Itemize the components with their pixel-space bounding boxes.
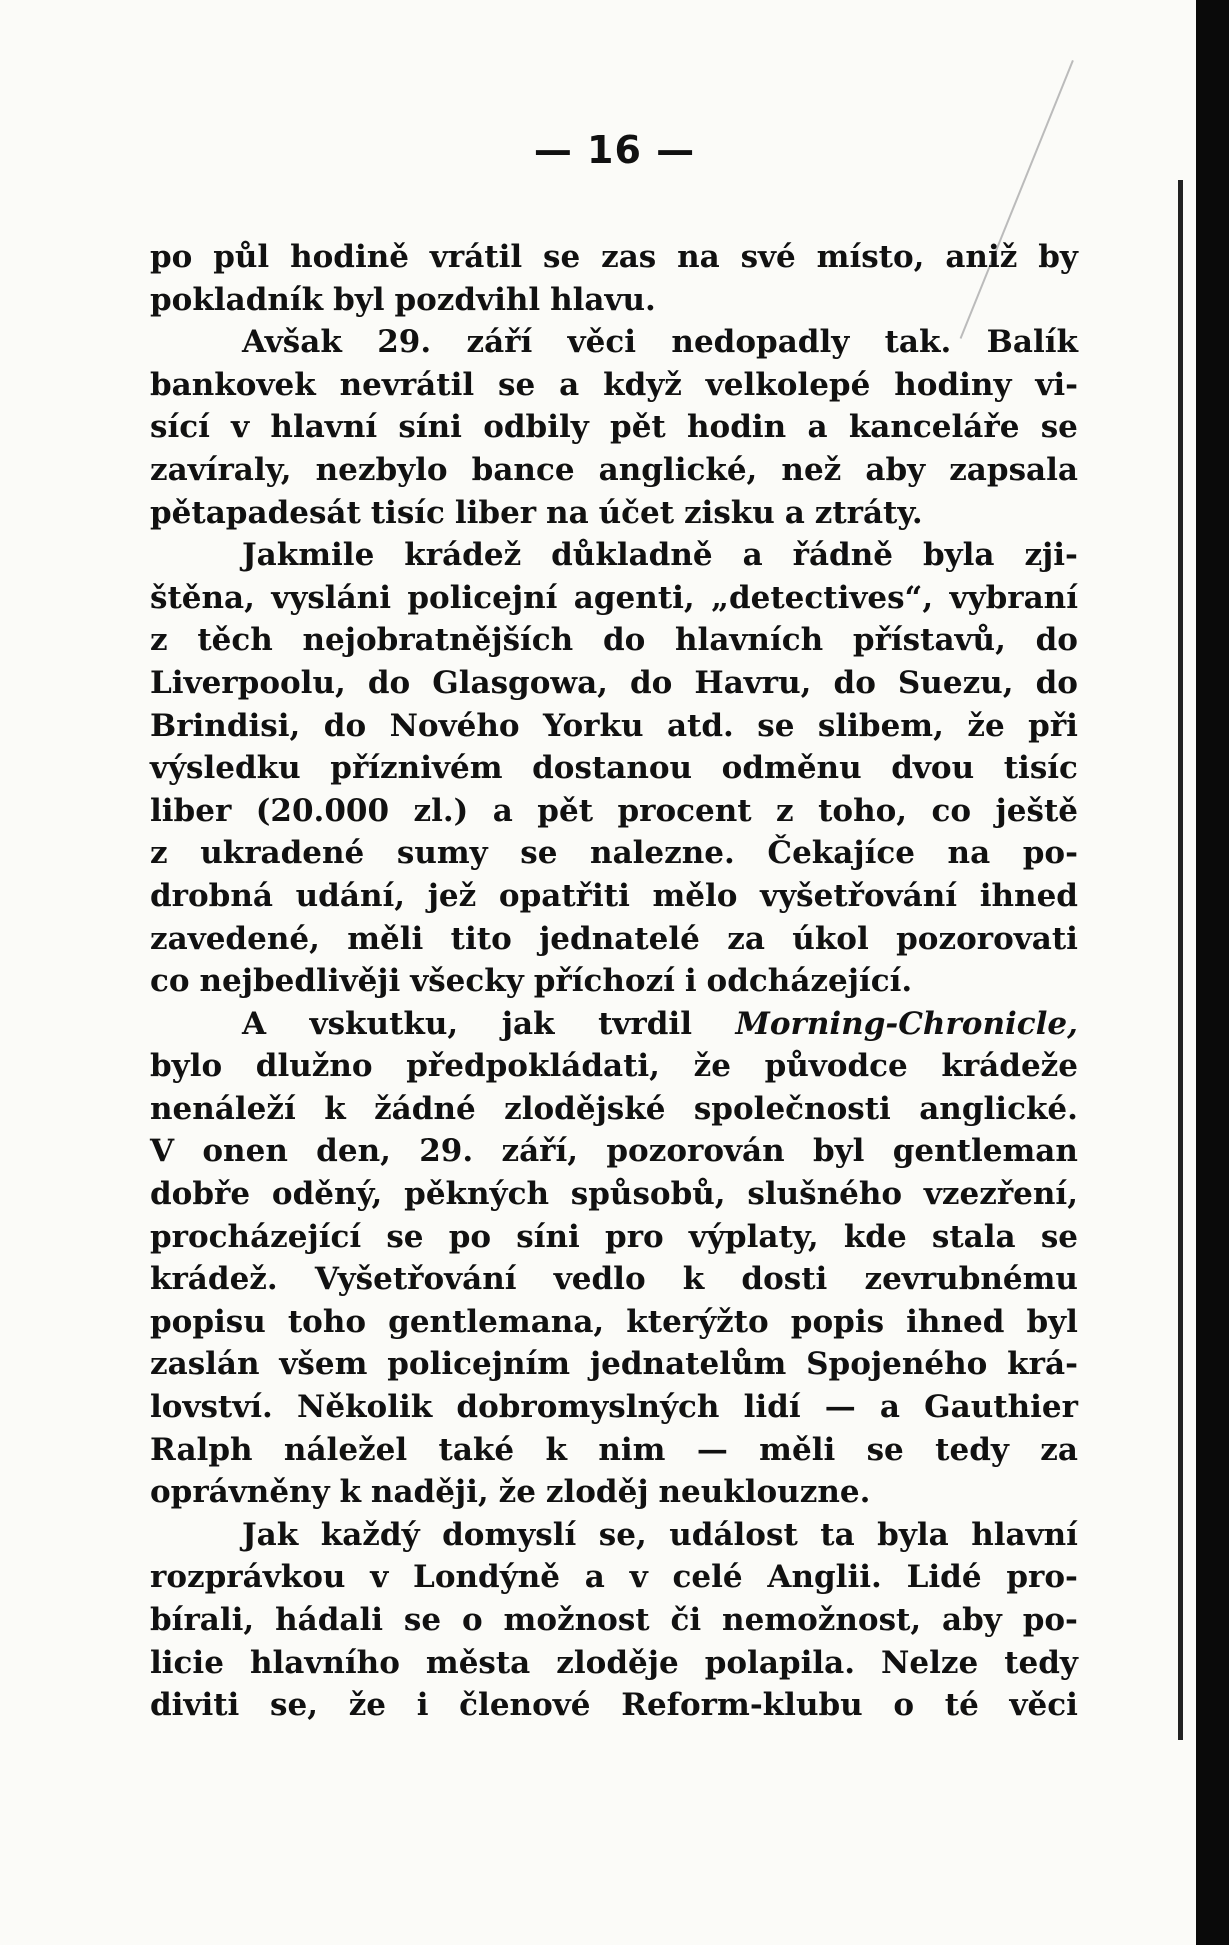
word: pět — [537, 792, 594, 829]
word: co — [150, 963, 190, 1000]
word: vzezření, — [923, 1176, 1078, 1213]
word: Liverpoolu, — [150, 664, 346, 701]
text-line — [150, 492, 1078, 535]
text-line — [150, 1216, 1078, 1259]
word: gentleman — [892, 1133, 1078, 1170]
word: a — [584, 1559, 605, 1596]
text-line — [150, 1386, 1078, 1429]
word: Balík — [986, 324, 1078, 361]
word: dlužno — [255, 1048, 373, 1085]
word: Několik — [296, 1389, 433, 1426]
word: společnosti — [693, 1090, 891, 1127]
word: zlodějské — [504, 1090, 666, 1127]
text-line — [150, 790, 1078, 833]
word: bírali, — [150, 1602, 255, 1638]
word: a — [492, 792, 513, 829]
word: síni — [516, 1218, 580, 1255]
text-line — [150, 577, 1078, 620]
word: oprávněny — [150, 1474, 330, 1511]
text-line — [150, 1301, 1078, 1344]
word: sící — [150, 409, 210, 446]
word: slibem, — [817, 707, 944, 744]
word: 29. — [377, 324, 432, 361]
word: měli — [759, 1431, 836, 1468]
word: zaslán — [150, 1346, 260, 1383]
word: místo, — [816, 239, 925, 275]
word: aby — [942, 1602, 1002, 1638]
text-line — [150, 1045, 1078, 1088]
word: příchozí — [533, 963, 675, 1000]
word: těch — [197, 622, 273, 659]
word: hlavu. — [550, 281, 656, 318]
word: neuklouzne. — [658, 1474, 871, 1511]
word: do — [602, 622, 646, 659]
word: hlavní — [971, 1516, 1078, 1553]
word: členové — [459, 1687, 591, 1724]
word: se — [757, 707, 795, 744]
word: výsledku — [150, 750, 301, 787]
word: oděný, — [271, 1176, 383, 1213]
word: dobromyslných — [456, 1389, 720, 1426]
word: účet — [598, 494, 675, 531]
word: na — [677, 239, 720, 275]
word: náležel — [283, 1431, 408, 1468]
word: měli — [347, 920, 424, 957]
word: nedopadly — [671, 324, 850, 361]
word: Brindisi, — [150, 707, 301, 744]
word: tak. — [884, 324, 952, 361]
word: se — [543, 239, 581, 275]
word: za — [727, 920, 765, 957]
text-line — [150, 1471, 1078, 1514]
text-line — [150, 875, 1078, 918]
word: slušného — [747, 1176, 903, 1213]
word: každý — [320, 1516, 420, 1553]
word: vysláni — [271, 579, 391, 616]
word: procházející — [150, 1218, 362, 1255]
word: — — [696, 1431, 728, 1468]
word: na — [546, 494, 589, 531]
word: do — [323, 707, 367, 744]
word: odměnu — [721, 750, 862, 787]
word: nejbedlivěji — [199, 963, 401, 1000]
word: kanceláře — [848, 409, 1020, 446]
word: vyšetřování — [760, 877, 958, 914]
word: mělo — [652, 877, 738, 914]
word: Gauthier — [924, 1389, 1078, 1426]
word: odbily — [483, 409, 589, 446]
word: města — [425, 1644, 531, 1681]
word: vi- — [1035, 366, 1078, 403]
text-line — [150, 1429, 1078, 1472]
word: věci — [567, 324, 637, 361]
word: žádné — [374, 1090, 476, 1127]
word: se — [1040, 409, 1078, 446]
word: a — [784, 494, 805, 531]
word: k — [545, 1431, 567, 1468]
word: Čekajíce — [767, 835, 915, 872]
word: že — [348, 1687, 387, 1724]
word: pokladník — [150, 281, 324, 318]
word: do — [833, 664, 876, 701]
word: tisíc — [370, 494, 445, 531]
word: v — [629, 1559, 648, 1596]
word: přístavů, — [852, 622, 1006, 659]
word: velkolepé — [705, 366, 871, 403]
word: Morning-Chronicle, — [735, 1005, 1078, 1042]
word: lidí — [743, 1389, 801, 1426]
text-line — [150, 321, 1078, 364]
word: pozdvihl — [394, 281, 541, 318]
word: také — [438, 1431, 515, 1468]
text-line — [150, 1556, 1078, 1599]
text-line — [150, 662, 1078, 705]
word: Spojeného — [806, 1346, 988, 1383]
word: (20.000 — [255, 792, 390, 829]
word: hodině — [290, 239, 410, 275]
word: i — [684, 963, 697, 1000]
word: hlavní — [270, 409, 378, 446]
word: zisku — [683, 494, 775, 531]
word: Yorku — [543, 707, 644, 744]
word: Anglii. — [767, 1559, 882, 1596]
word: výplaty, — [688, 1218, 819, 1255]
word: se, — [270, 1687, 318, 1724]
word: kterýžto — [626, 1303, 769, 1340]
word: původce — [764, 1048, 908, 1085]
word: vrátil — [429, 239, 523, 275]
word: že — [498, 1474, 536, 1511]
word: krádeže — [941, 1048, 1078, 1085]
word: naději, — [370, 1474, 489, 1511]
word: sumy — [396, 835, 488, 872]
word: popisu — [150, 1303, 266, 1340]
text-line — [150, 1003, 1078, 1046]
word: své — [740, 239, 796, 275]
word: tito — [450, 920, 512, 957]
word: polapila. — [704, 1644, 856, 1681]
text-line — [150, 406, 1078, 449]
word: anglické. — [919, 1090, 1078, 1127]
word: a — [559, 366, 580, 403]
word: půl — [213, 239, 270, 275]
word: Suezu, — [897, 664, 1014, 701]
word: bance — [471, 451, 575, 488]
word: z — [150, 835, 168, 872]
binding-edge — [1178, 180, 1183, 1740]
word: září — [466, 324, 533, 361]
word: hlavních — [675, 622, 824, 659]
word: kde — [843, 1218, 907, 1255]
word: pozorovati — [896, 920, 1078, 957]
word: Londýně — [413, 1559, 560, 1596]
word: dvou — [891, 750, 975, 787]
word: by — [1038, 239, 1078, 275]
word: do — [1035, 664, 1078, 701]
word: jednatelé — [539, 920, 700, 957]
word: se — [498, 366, 536, 403]
word: vybraní — [949, 579, 1078, 616]
word: se — [1040, 1218, 1078, 1255]
word: po- — [1022, 1602, 1078, 1638]
word: a — [742, 537, 763, 574]
text-line — [150, 1599, 1078, 1642]
word: tisíc — [1003, 750, 1078, 787]
word: bankovek — [150, 366, 316, 403]
word: co — [931, 792, 972, 829]
word: toho, — [818, 792, 908, 829]
word: byl — [1026, 1303, 1078, 1340]
word: příznivém — [330, 750, 503, 787]
word: předpokládati, — [406, 1048, 660, 1085]
word: všecky — [410, 963, 524, 1000]
word: Nelze — [881, 1644, 979, 1681]
word: zloděj — [545, 1474, 649, 1511]
word: Lidé — [906, 1559, 982, 1596]
word: Havru, — [694, 664, 812, 701]
word: se — [386, 1218, 424, 1255]
word: zji- — [1024, 537, 1078, 574]
text-line — [150, 1258, 1078, 1301]
word: opatřiti — [498, 877, 630, 914]
word: stala — [931, 1218, 1016, 1255]
word: v — [231, 409, 250, 446]
body-text — [150, 236, 1078, 1727]
word: policejní — [407, 579, 558, 616]
word: onen — [202, 1133, 288, 1170]
word: aby — [865, 451, 926, 488]
text-line — [150, 1684, 1078, 1727]
word: vedlo — [553, 1261, 646, 1298]
text-line — [150, 747, 1078, 790]
word: lovství. — [150, 1389, 273, 1426]
word: věci — [1009, 1687, 1078, 1724]
word: se, — [598, 1516, 647, 1553]
word: že — [967, 707, 1005, 744]
text-line — [150, 619, 1078, 662]
word: Vyšetřování — [314, 1261, 517, 1298]
word: A — [242, 1005, 267, 1042]
word: než — [781, 451, 842, 488]
word: byl — [812, 1133, 865, 1170]
word: Avšak — [242, 324, 342, 361]
word: Nového — [389, 707, 520, 744]
word: byl — [333, 281, 385, 318]
word: k — [324, 1090, 346, 1127]
text-line — [150, 705, 1078, 748]
scan-edge — [1196, 0, 1229, 1945]
word: ještě — [995, 792, 1078, 829]
word: „detectives“, — [711, 579, 934, 616]
word: bylo — [150, 1048, 223, 1085]
word: pět — [610, 409, 666, 446]
word: liber — [454, 494, 537, 531]
word: pro- — [1006, 1559, 1078, 1596]
word: jednatelům — [589, 1346, 787, 1383]
word: diviti — [150, 1687, 240, 1724]
word: nenáleží — [150, 1090, 296, 1127]
word: dostanou — [532, 750, 693, 787]
word: nim — [598, 1431, 666, 1468]
word: září, — [501, 1133, 579, 1170]
word: rozprávkou — [150, 1559, 346, 1596]
word: liber — [150, 792, 232, 829]
word: do — [1035, 622, 1078, 659]
word: popis — [790, 1303, 885, 1340]
word: hádali — [275, 1602, 384, 1638]
word: odcházející. — [706, 963, 913, 1000]
word: ukradené — [200, 835, 365, 872]
word: dosti — [741, 1261, 828, 1298]
text-line — [150, 1343, 1078, 1386]
word: jež — [427, 877, 477, 914]
word: hodin — [687, 409, 787, 446]
word: krádež — [404, 537, 522, 574]
word: tvrdil — [598, 1005, 692, 1042]
text-line — [150, 236, 1078, 279]
word: pozorován — [606, 1133, 785, 1170]
text-line — [150, 279, 1078, 322]
word: důkladně — [551, 537, 713, 574]
word: z — [776, 792, 794, 829]
word: na — [947, 835, 991, 872]
word: k — [682, 1261, 705, 1298]
text-line — [150, 364, 1078, 407]
word: — — [824, 1389, 856, 1426]
word: ta — [820, 1516, 855, 1553]
word: gentlemana, — [388, 1303, 605, 1340]
word: štěna, — [150, 579, 255, 616]
word: do — [367, 664, 411, 701]
word: ztráty. — [814, 494, 923, 531]
word: policejním — [387, 1346, 571, 1383]
word: drobná — [150, 877, 273, 914]
word: zavíraly, — [150, 451, 292, 488]
word: možnost — [503, 1602, 650, 1638]
word: do — [630, 664, 673, 701]
text-line — [150, 1642, 1078, 1685]
word: domyslí — [442, 1516, 577, 1553]
word: za — [1040, 1431, 1078, 1468]
word: Jak — [242, 1516, 299, 1553]
word: Glasgowa, — [432, 664, 608, 701]
text-line — [150, 832, 1078, 875]
text-line — [150, 1130, 1078, 1173]
word: zloděje — [556, 1644, 679, 1681]
word: dobře — [150, 1176, 251, 1213]
word: den, — [316, 1133, 391, 1170]
text-line — [150, 534, 1078, 577]
word: pětapadesát — [150, 494, 361, 531]
page-number: — 16 — — [533, 128, 696, 172]
text-line — [150, 1088, 1078, 1131]
word: anglické, — [598, 451, 758, 488]
word: atd. — [666, 707, 734, 744]
word: se — [520, 835, 558, 872]
word: té — [944, 1687, 979, 1724]
word: řádně — [792, 537, 893, 574]
word: že — [693, 1048, 731, 1085]
word: pro — [605, 1218, 664, 1255]
word: hodiny — [894, 366, 1012, 403]
word: byla — [922, 537, 995, 574]
word: toho — [287, 1303, 367, 1340]
word: zas — [601, 239, 657, 275]
word: jak — [501, 1005, 555, 1042]
word: udání, — [295, 877, 406, 914]
word: nezbylo — [315, 451, 448, 488]
word: ihned — [906, 1303, 1005, 1340]
word: se — [866, 1431, 904, 1468]
word: byla — [877, 1516, 949, 1553]
word: nejobratnějších — [302, 622, 574, 659]
word: a — [807, 409, 828, 446]
word: tedy — [1004, 1644, 1078, 1681]
word: zapsala — [949, 451, 1078, 488]
word: po — [448, 1218, 492, 1255]
word: zl.) — [413, 792, 469, 829]
word: se — [403, 1602, 442, 1638]
text-line — [150, 1514, 1078, 1557]
word: všem — [279, 1346, 368, 1383]
word: či — [670, 1602, 702, 1638]
text-line — [150, 960, 1078, 1003]
word: aniž — [945, 239, 1018, 275]
word: ihned — [979, 877, 1078, 914]
word: V — [150, 1133, 175, 1170]
word: nalezne. — [590, 835, 735, 872]
word: o — [461, 1602, 483, 1638]
text-line — [150, 918, 1078, 961]
word: i — [416, 1687, 429, 1724]
word: zavedené, — [150, 920, 320, 957]
word: pěkných — [404, 1176, 549, 1213]
word: 29. — [419, 1133, 474, 1170]
word: spůsobů, — [570, 1176, 726, 1213]
word: Ralph — [150, 1431, 253, 1468]
word: k — [339, 1474, 361, 1511]
word: tedy — [935, 1431, 1009, 1468]
word: vskutku, — [309, 1005, 459, 1042]
word: po — [150, 239, 193, 275]
word: po- — [1022, 835, 1078, 872]
word: celé — [672, 1559, 743, 1596]
word: procent — [617, 792, 752, 829]
word: agenti, — [573, 579, 695, 616]
word: z — [150, 622, 168, 659]
word: síni — [398, 409, 462, 446]
text-line — [150, 1173, 1078, 1216]
word: Reform-klubu — [621, 1687, 863, 1724]
word: v — [370, 1559, 389, 1596]
word: když — [603, 366, 682, 403]
word: krádež. — [150, 1261, 278, 1298]
word: nevrátil — [339, 366, 475, 403]
word: a — [879, 1389, 901, 1426]
word: úkol — [792, 920, 869, 957]
word: hlavního — [249, 1644, 400, 1681]
word: při — [1028, 707, 1078, 744]
text-line — [150, 449, 1078, 492]
word: Jakmile — [242, 537, 375, 574]
word: o — [893, 1687, 915, 1724]
word: licie — [150, 1644, 224, 1681]
word: krá- — [1007, 1346, 1078, 1383]
word: nemožnost, — [722, 1602, 922, 1638]
word: událost — [669, 1516, 798, 1553]
word: zevrubnému — [864, 1261, 1078, 1298]
